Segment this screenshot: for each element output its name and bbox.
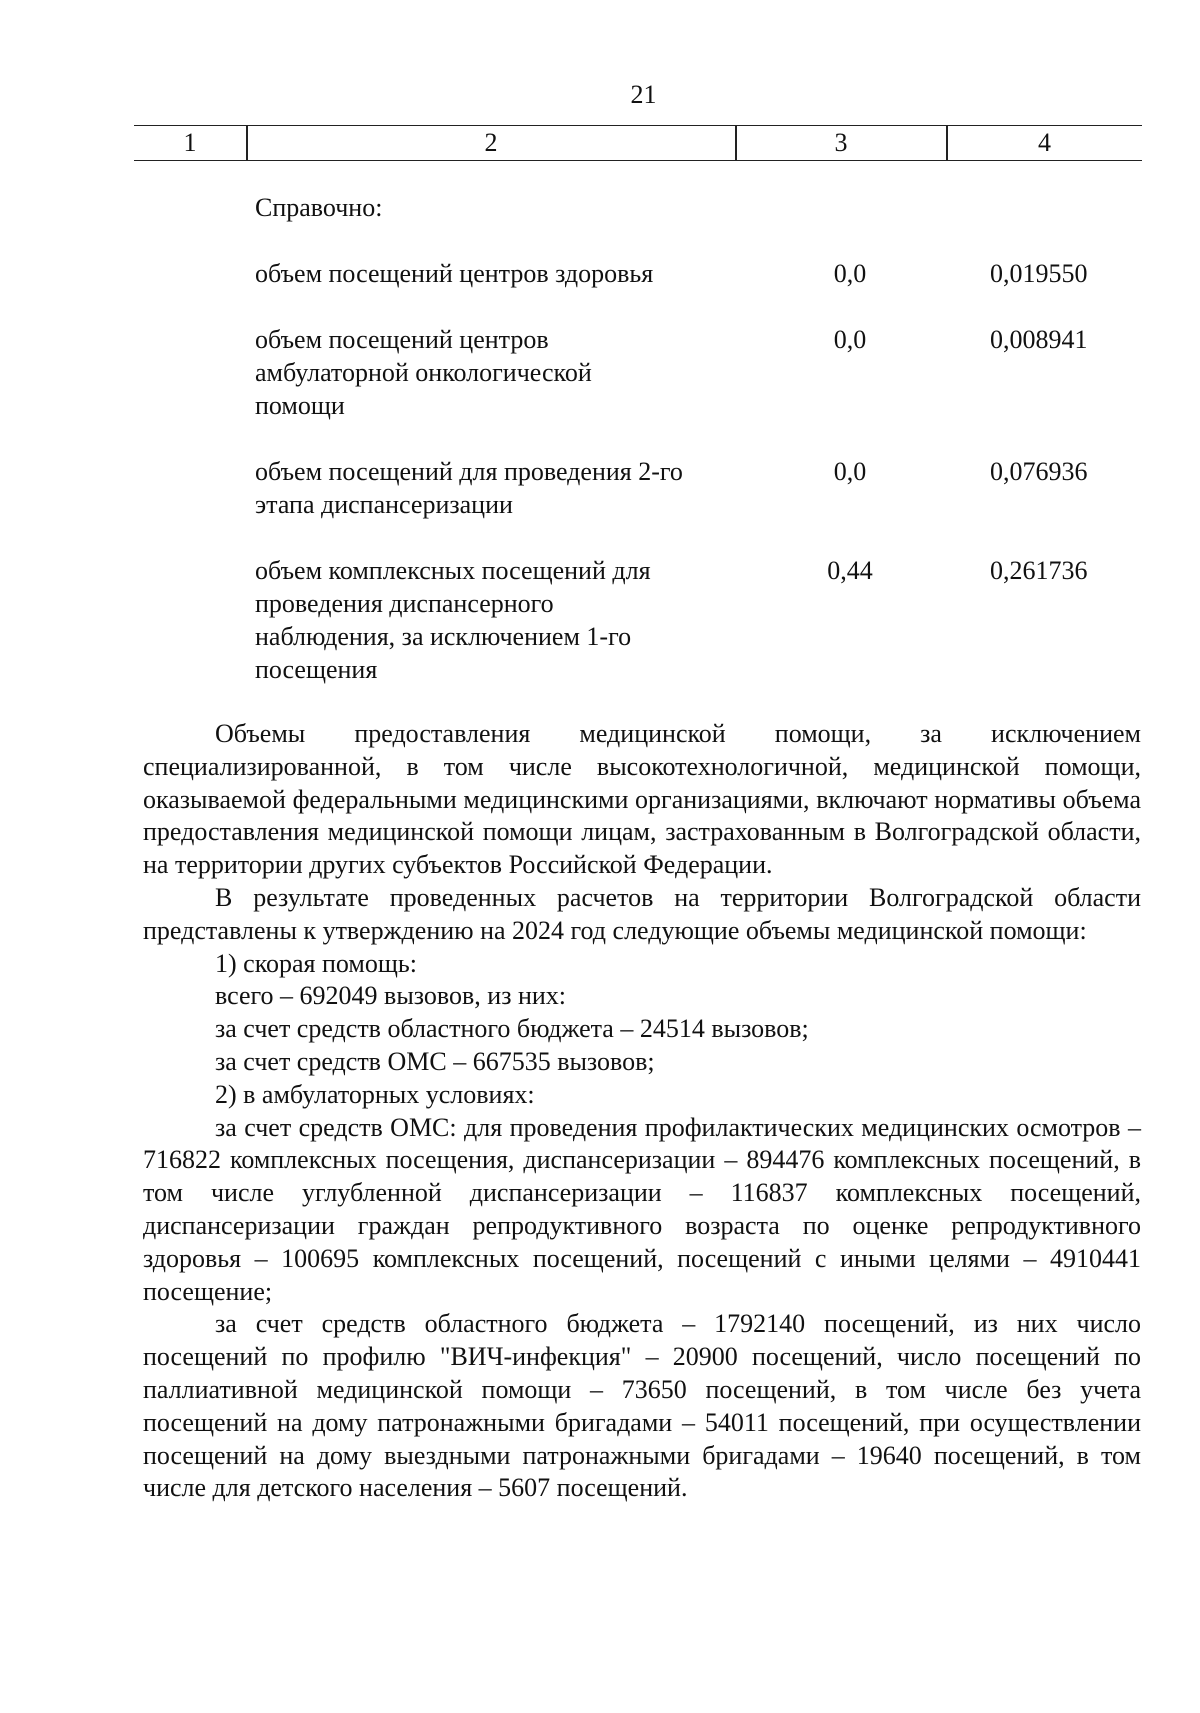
reference-row-label: объем посещений центров амбулаторной онкологической помощи [255, 325, 592, 420]
table-header-col4: 4 [1038, 128, 1051, 157]
paragraph: за счет средств ОМС: для проведения профилактических медицинских осмотров – 716822 комплексных посещения, диспансеризации – 894476 комплексных посещений, в том числе углубленной диспансеризации – 116837 комплексных посещений, диспансеризации граждан репродуктивного возраста по оценке репродуктивного здоровья – 100695 комплексных посещений, посещений с иными целями – 4910441 посещение; [143, 1112, 1141, 1306]
reference-row-col4: 0,019550 [990, 259, 1088, 288]
table-header-col2: 2 [484, 128, 498, 157]
table-header-col3: 3 [834, 128, 848, 157]
reference-row-col3: 0,0 [833, 325, 867, 354]
paragraph: за счет средств областного бюджета – 24514 вызовов; [215, 1014, 809, 1044]
body-text [143, 718, 1141, 1505]
table-header-row [134, 125, 1142, 161]
reference-row-label: объем посещений для проведения 2-го этапа диспансеризации [255, 457, 683, 519]
reference-row-label: объем посещений центров здоровья [255, 259, 654, 288]
paragraph: за счет средств ОМС – 667535 вызовов; [215, 1046, 655, 1076]
table-header-col1: 1 [183, 128, 197, 157]
paragraph: 1) скорая помощь: [215, 948, 417, 978]
paragraph: Объемы предоставления медицинской помощи, за исключением специализированной, в том числе высокотехнологичной, медицинской помощи, оказываемой федеральными медицинскими организациями, включают нормативы объема предоставления медицинской помощи лицам, застрахованным в Волгоградской области, на территории других субъектов Российской Федерации. [143, 719, 1141, 880]
page-number: 21 [630, 80, 657, 109]
reference-row-col4: 0,076936 [990, 457, 1088, 486]
paragraph: всего – 692049 вызовов, из них: [215, 981, 567, 1011]
reference-row-col3: 0,44 [827, 556, 873, 585]
paragraph: В результате проведенных расчетов на территории Волгоградской области представлены к утверждению на 2024 год следующие объемы медицинской помощи: [143, 882, 1141, 945]
reference-title: Справочно: [255, 193, 383, 222]
paragraph: 2) в амбулаторных условиях: [215, 1079, 535, 1109]
reference-row-label: объем комплексных посещений для проведения диспансерного наблюдения, за исключением 1-го посещения [255, 556, 651, 684]
reference-row-col3: 0,0 [833, 457, 867, 486]
reference-row-col4: 0,261736 [990, 556, 1088, 585]
reference-row-col3: 0,0 [833, 259, 867, 288]
reference-row-col4: 0,008941 [990, 325, 1088, 354]
paragraph: за счет средств областного бюджета – 1792140 посещений, из них число посещений по профилю "ВИЧ-инфекция" – 20900 посещений, число посещений по паллиативной медицинской помощи – 73650 посещений, в том числе без учета посещений на дому патронажными бригадами – 54011 посещений, при осуществлении посещений на дому выездными патронажными бригадами – 19640 посещений, в том числе для детского населения – 5607 посещений. [143, 1309, 1141, 1503]
